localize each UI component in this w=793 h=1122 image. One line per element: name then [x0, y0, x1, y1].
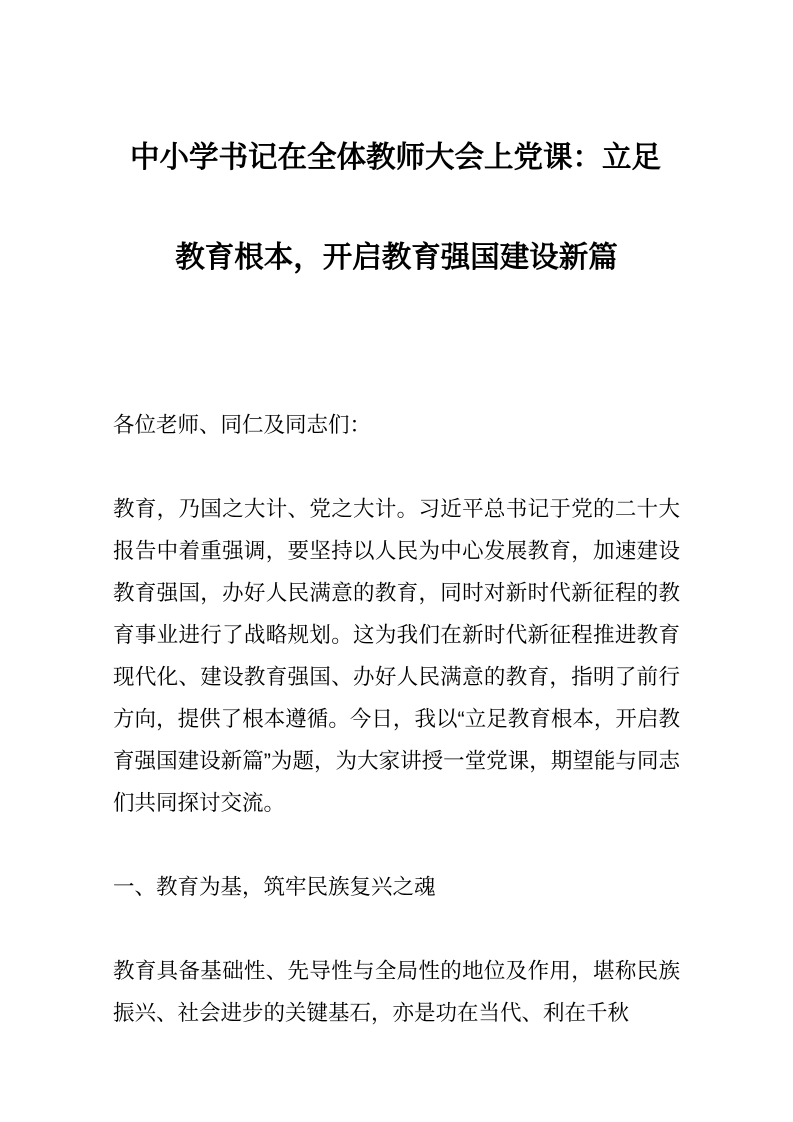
- title-body-spacer: [113, 308, 680, 404]
- paragraph-intro: 教育，乃国之大计、党之大计。习近平总书记于党的二十大报告中着重强调，要坚持以人民为中心发展教育，加速建设教育强国，办好人民满意的教育，同时对新时代新征程的教育事业进行了战略规划。这为我们在新时代新征程推进教育现代化、建设教育强国、办好人民满意的教育，指明了前行方向，提供了根本遵循。今日，我以“立足教育根本，开启教育强国建设新篇”为题，为大家讲授一堂党课，期望能与同志们共同探讨交流。: [113, 497, 680, 815]
- page-title-line-1: 中小学书记在全体教师大会上党课：立足: [130, 141, 662, 174]
- paragraph-section-1-body: 教育具备基础性、先导性与全局性的地位及作用，堪称民族振兴、社会进步的关键基石，亦是功在当代、利在千秋: [113, 959, 680, 1025]
- page-title: [113, 0, 680, 308]
- paragraph-spacer: [113, 446, 680, 488]
- page-title-line-2: 教育根本，开启教育强国建设新篇: [175, 241, 618, 274]
- paragraph-spacer: [113, 824, 680, 866]
- salutation: 各位老师、同仁及同志们：: [113, 413, 372, 437]
- document-body: [113, 0, 680, 1034]
- section-heading-1: 一、教育为基，筑牢民族复兴之魂: [113, 875, 436, 899]
- paragraph-spacer: [113, 908, 680, 950]
